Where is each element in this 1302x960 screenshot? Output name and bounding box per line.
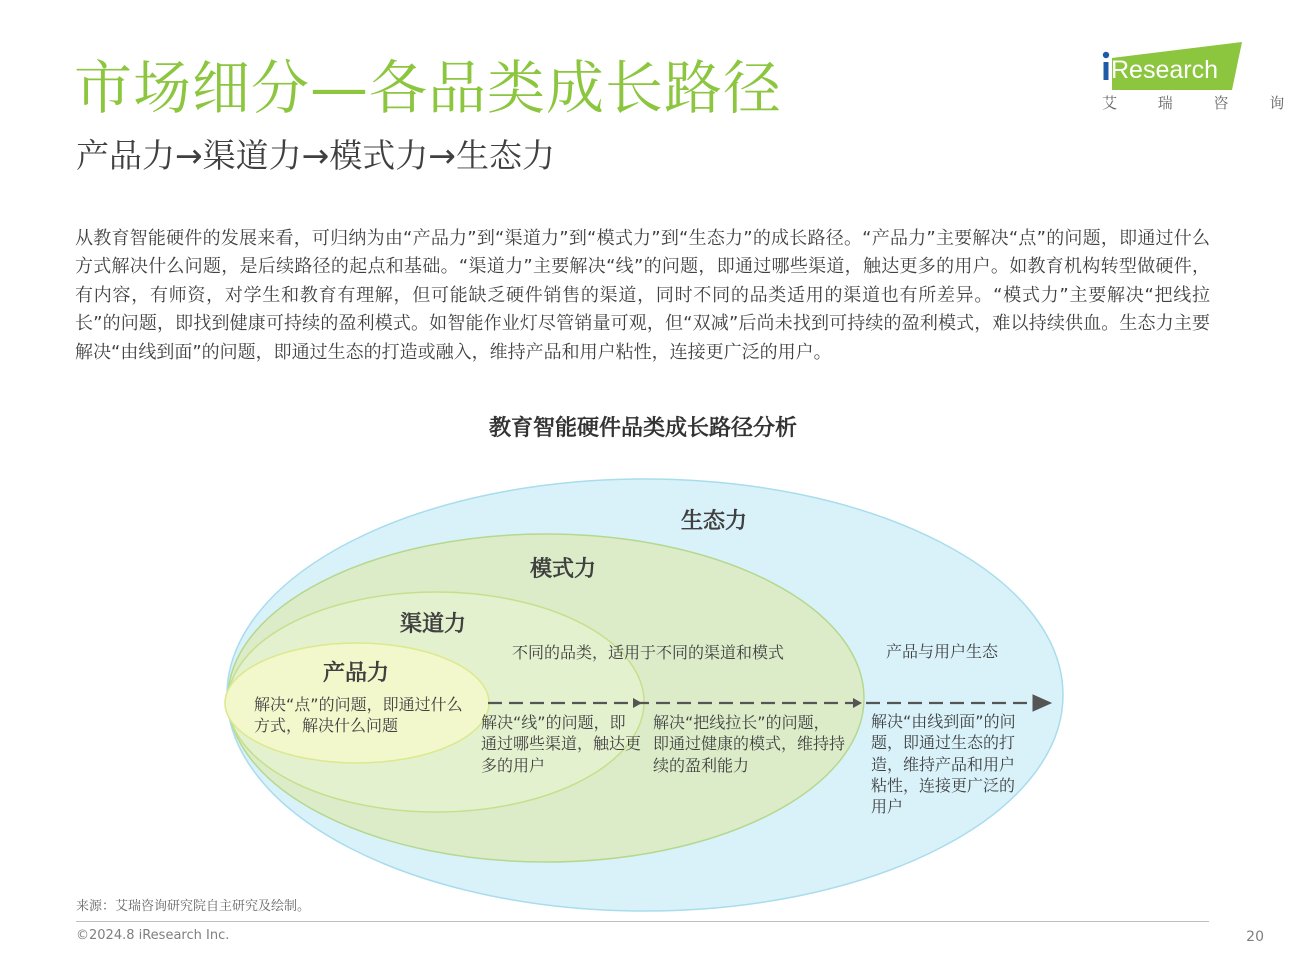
page-subtitle: 产品力→渠道力→模式力→生态力 [76,136,555,175]
channel-description: 解决“线”的问题，即通过哪些渠道，触达更多的用户 [481,713,642,775]
model-description: 解决“把线拉长”的问题，即通过健康的模式，维持持续的盈利能力 [653,713,846,775]
page-title: 市场细分—各品类成长路径 [74,54,783,122]
diagram-title: 教育智能硬件品类成长路径分析 [488,416,797,441]
channel-label: 渠道力 [400,612,467,637]
intro-paragraph: 从教育智能硬件的发展来看，可归纳为由“产品力”到“渠道力”到“模式力”到“生态力”的成长路径。“产品力”主要解决“点”的问题，即通过什么方式解决什么问题，是后续路径的起点和基础。“渠道力”主要解决“线”的问题，即通过哪些渠道，触达更多的用户。如教育机构转型做硬件，有内容，有师资，对学生和教育有理解，但可能缺乏硬件销售的渠道，同时不同的品类适用的渠道也有所差异。“模式力”主要解决“把线拉长”的问题，即找到健康可持续的盈利模式。如智能作业灯尽管销量可观，但“双减”后尚未找到可持续的盈利模式，难以持续供血。生态力主要解决“由线到面”的问题，即通过生态的打造或融入，维持产品和用户粘性，连接更广泛的用户。 [75,228,1210,363]
model-label: 模式力 [530,557,597,582]
product-description: 解决“点”的问题，即通过什么方式，解决什么问题 [254,695,463,736]
product-label: 产品力 [323,661,390,686]
ecosystem-label: 生态力 [681,509,748,534]
model-note: 不同的品类，适用于不同的渠道和模式 [512,643,785,662]
footer-divider [76,921,1209,922]
source-note: 来源：艾瑞咨询研究院自主研究及绘制。 [76,899,311,914]
page-number: 20 [1246,929,1264,945]
copyright: ©2024.8 iResearch Inc. [76,928,230,943]
svg-text:Research: Research [1111,56,1218,84]
ecosystem-note: 产品与用户生态 [886,642,999,661]
ecosystem-description: 解决“由线到面”的问题，即通过生态的打造，维持产品和用户粘性，连接更广泛的用户 [871,712,1016,817]
logo-tagline: 艾 瑞 咨 询 [1102,94,1302,112]
